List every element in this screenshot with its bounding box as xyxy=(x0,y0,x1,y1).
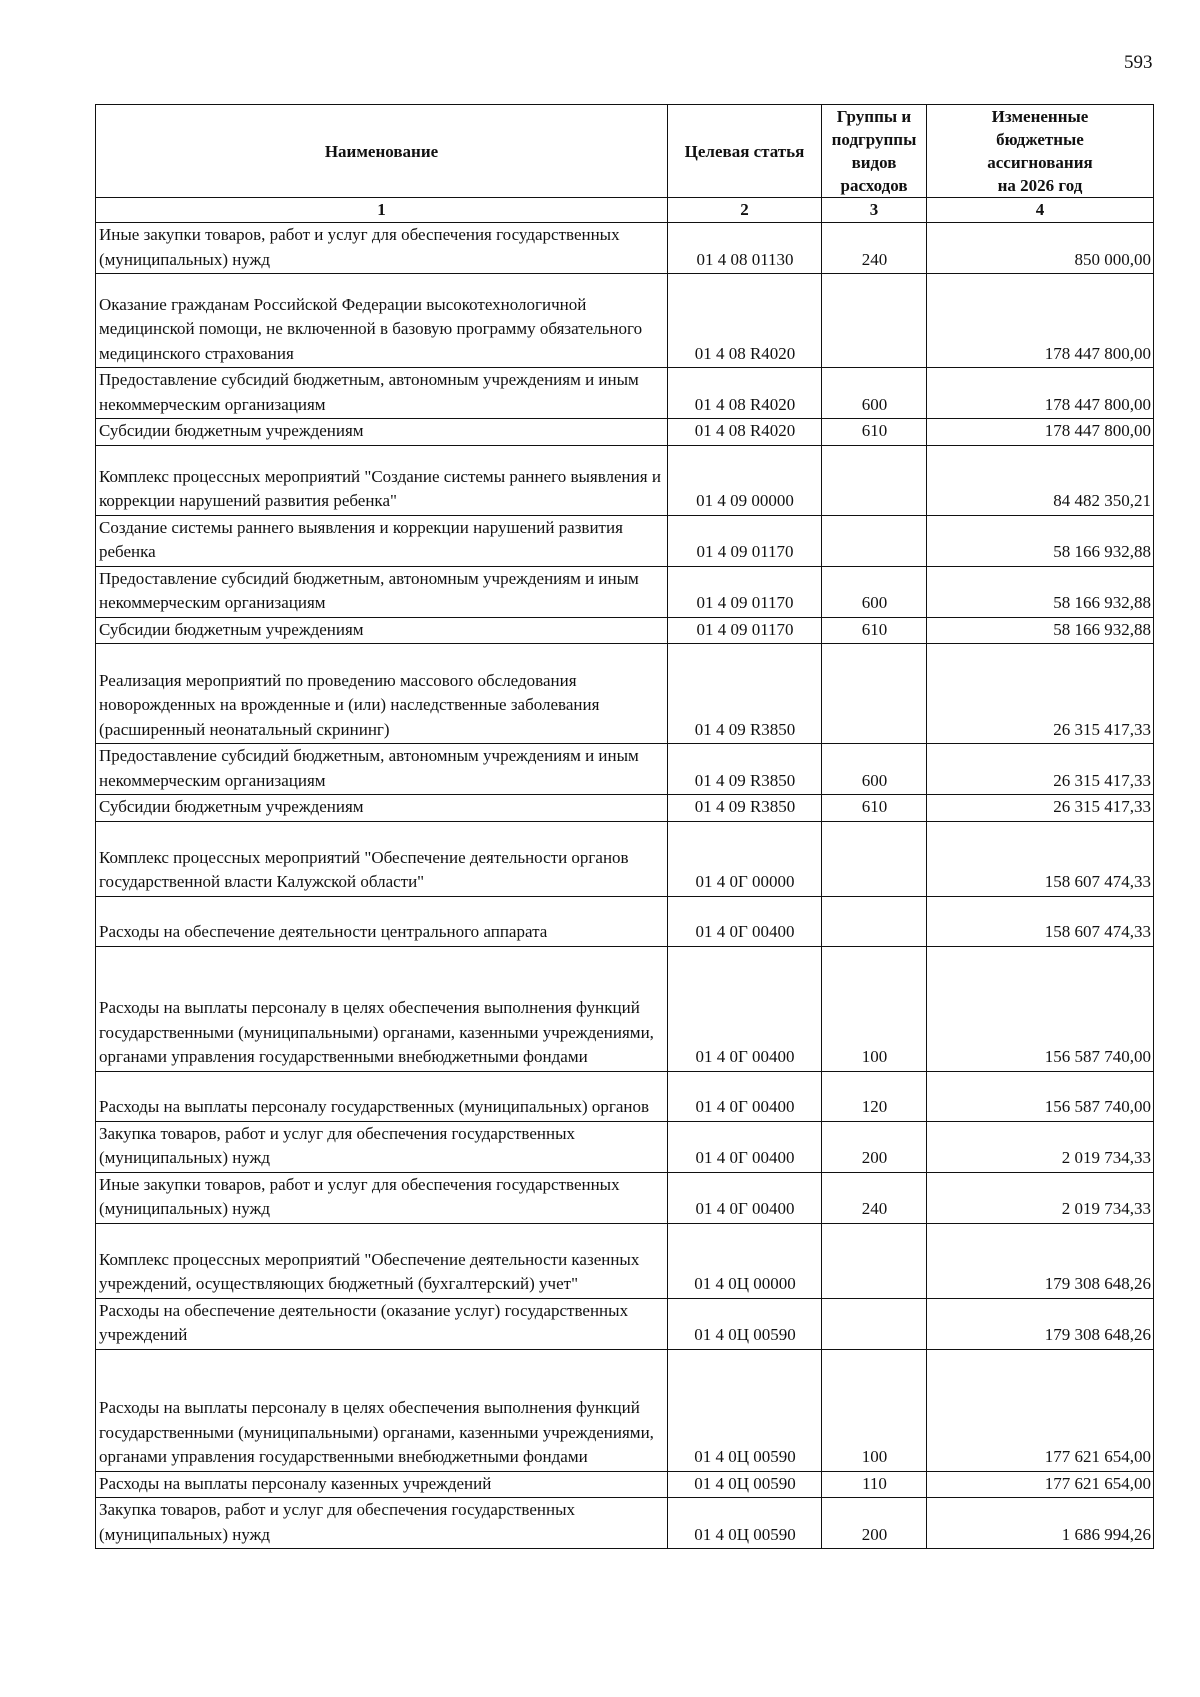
table-row xyxy=(96,1298,1154,1349)
row-group: 600 xyxy=(822,744,927,795)
row-amount: 178 447 800,00 xyxy=(927,274,1154,368)
table-row xyxy=(96,644,1154,744)
table-row xyxy=(96,946,1154,1071)
row-amount: 58 166 932,88 xyxy=(927,617,1154,644)
row-code: 01 4 0Г 00400 xyxy=(668,1071,822,1121)
row-name: Расходы на выплаты персоналу в целях обеспечения выполнения функций государственными (муниципальными) органами, казенными учреждениями, органами управления государственными внебюджетными фондами xyxy=(96,1349,668,1471)
row-amount: 156 587 740,00 xyxy=(927,1071,1154,1121)
row-amount: 26 315 417,33 xyxy=(927,644,1154,744)
row-amount: 178 447 800,00 xyxy=(927,368,1154,419)
table-row xyxy=(96,566,1154,617)
row-amount: 850 000,00 xyxy=(927,223,1154,274)
row-amount: 177 621 654,00 xyxy=(927,1471,1154,1498)
row-name: Предоставление субсидий бюджетным, автономным учреждениям и иным некоммерческим организациям xyxy=(96,368,668,419)
row-name: Иные закупки товаров, работ и услуг для обеспечения государственных (муниципальных) нужд xyxy=(96,1172,668,1223)
row-group xyxy=(822,821,927,896)
table-row xyxy=(96,1349,1154,1471)
row-code: 01 4 09 01170 xyxy=(668,566,822,617)
row-amount: 178 447 800,00 xyxy=(927,419,1154,446)
row-code: 01 4 08 01130 xyxy=(668,223,822,274)
row-name: Комплекс процессных мероприятий "Обеспечение деятельности органов государственной власти Калужской области" xyxy=(96,821,668,896)
column-number: 4 xyxy=(927,198,1154,223)
row-code: 01 4 09 R3850 xyxy=(668,795,822,822)
row-group: 600 xyxy=(822,566,927,617)
row-name: Субсидии бюджетным учреждениям xyxy=(96,795,668,822)
table-row xyxy=(96,1223,1154,1298)
row-name: Создание системы раннего выявления и коррекции нарушений развития ребенка xyxy=(96,515,668,566)
row-code: 01 4 0Ц 00000 xyxy=(668,1223,822,1298)
row-group xyxy=(822,515,927,566)
table-row xyxy=(96,368,1154,419)
row-name: Предоставление субсидий бюджетным, автономным учреждениям и иным некоммерческим организациям xyxy=(96,566,668,617)
table-row xyxy=(96,274,1154,368)
row-group: 600 xyxy=(822,368,927,419)
row-name: Расходы на обеспечение деятельности (оказание услуг) государственных учреждений xyxy=(96,1298,668,1349)
row-code: 01 4 09 R3850 xyxy=(668,644,822,744)
table-row xyxy=(96,223,1154,274)
header-groups: Группы и подгруппы видов расходов xyxy=(822,105,927,198)
row-code: 01 4 09 R3850 xyxy=(668,744,822,795)
row-name: Закупка товаров, работ и услуг для обеспечения государственных (муниципальных) нужд xyxy=(96,1121,668,1172)
header-target: Целевая статья xyxy=(668,105,822,198)
row-code: 01 4 0Г 00400 xyxy=(668,1172,822,1223)
row-amount: 177 621 654,00 xyxy=(927,1349,1154,1471)
column-number: 1 xyxy=(96,198,668,223)
row-name: Расходы на выплаты персоналу в целях обеспечения выполнения функций государственными (муниципальными) органами, казенными учреждениями, органами управления государственными внебюджетными фондами xyxy=(96,946,668,1071)
row-group: 610 xyxy=(822,617,927,644)
table-row xyxy=(96,1172,1154,1223)
row-group xyxy=(822,1298,927,1349)
row-amount: 58 166 932,88 xyxy=(927,515,1154,566)
row-name: Расходы на выплаты персоналу государственных (муниципальных) органов xyxy=(96,1071,668,1121)
header-name: Наименование xyxy=(96,105,668,198)
row-group: 120 xyxy=(822,1071,927,1121)
table-row xyxy=(96,445,1154,515)
table-row xyxy=(96,515,1154,566)
row-name: Субсидии бюджетным учреждениям xyxy=(96,419,668,446)
budget-table xyxy=(95,104,1154,1549)
row-code: 01 4 08 R4020 xyxy=(668,274,822,368)
row-amount: 156 587 740,00 xyxy=(927,946,1154,1071)
column-number: 3 xyxy=(822,198,927,223)
row-group xyxy=(822,1223,927,1298)
row-amount: 26 315 417,33 xyxy=(927,795,1154,822)
row-group: 200 xyxy=(822,1121,927,1172)
row-amount: 179 308 648,26 xyxy=(927,1223,1154,1298)
column-number-row xyxy=(96,198,1154,223)
table-row xyxy=(96,1498,1154,1549)
row-amount: 26 315 417,33 xyxy=(927,744,1154,795)
row-code: 01 4 0Г 00400 xyxy=(668,1121,822,1172)
table-row xyxy=(96,795,1154,822)
header-amount: Измененные бюджетные ассигнования на 2026 год xyxy=(927,105,1154,198)
row-code: 01 4 09 01170 xyxy=(668,515,822,566)
row-name: Реализация мероприятий по проведению массового обследования новорожденных на врожденные и (или) наследственные заболевания (расширенный неонатальный скрининг) xyxy=(96,644,668,744)
row-group xyxy=(822,274,927,368)
table-row xyxy=(96,821,1154,896)
row-code: 01 4 08 R4020 xyxy=(668,368,822,419)
table-row xyxy=(96,1121,1154,1172)
table-row xyxy=(96,744,1154,795)
row-code: 01 4 0Ц 00590 xyxy=(668,1349,822,1471)
row-name: Расходы на выплаты персоналу казенных учреждений xyxy=(96,1471,668,1498)
row-group: 240 xyxy=(822,223,927,274)
row-group xyxy=(822,445,927,515)
row-code: 01 4 0Г 00000 xyxy=(668,821,822,896)
row-group: 200 xyxy=(822,1498,927,1549)
row-group: 100 xyxy=(822,1349,927,1471)
row-group: 610 xyxy=(822,419,927,446)
row-name: Комплекс процессных мероприятий "Создание системы раннего выявления и коррекции нарушений развития ребенка" xyxy=(96,445,668,515)
table-row xyxy=(96,896,1154,946)
header-row xyxy=(96,105,1154,198)
table-row xyxy=(96,1471,1154,1498)
table-row xyxy=(96,1071,1154,1121)
row-name: Расходы на обеспечение деятельности центрального аппарата xyxy=(96,896,668,946)
row-amount: 84 482 350,21 xyxy=(927,445,1154,515)
row-group: 610 xyxy=(822,795,927,822)
row-group xyxy=(822,896,927,946)
row-name: Оказание гражданам Российской Федерации высокотехнологичной медицинской помощи, не включенной в базовую программу обязательного медицинского страхования xyxy=(96,274,668,368)
row-code: 01 4 0Г 00400 xyxy=(668,896,822,946)
row-name: Комплекс процессных мероприятий "Обеспечение деятельности казенных учреждений, осуществляющих бюджетный (бухгалтерский) учет" xyxy=(96,1223,668,1298)
table-row xyxy=(96,617,1154,644)
table-row xyxy=(96,419,1154,446)
row-amount: 179 308 648,26 xyxy=(927,1298,1154,1349)
row-group: 100 xyxy=(822,946,927,1071)
row-code: 01 4 0Г 00400 xyxy=(668,946,822,1071)
row-name: Закупка товаров, работ и услуг для обеспечения государственных (муниципальных) нужд xyxy=(96,1498,668,1549)
row-group: 240 xyxy=(822,1172,927,1223)
row-amount: 58 166 932,88 xyxy=(927,566,1154,617)
row-code: 01 4 0Ц 00590 xyxy=(668,1298,822,1349)
row-code: 01 4 0Ц 00590 xyxy=(668,1471,822,1498)
row-code: 01 4 0Ц 00590 xyxy=(668,1498,822,1549)
row-code: 01 4 09 00000 xyxy=(668,445,822,515)
row-group: 110 xyxy=(822,1471,927,1498)
row-amount: 158 607 474,33 xyxy=(927,821,1154,896)
row-amount: 2 019 734,33 xyxy=(927,1172,1154,1223)
row-name: Субсидии бюджетным учреждениям xyxy=(96,617,668,644)
row-name: Иные закупки товаров, работ и услуг для обеспечения государственных (муниципальных) нужд xyxy=(96,223,668,274)
row-code: 01 4 08 R4020 xyxy=(668,419,822,446)
row-name: Предоставление субсидий бюджетным, автономным учреждениям и иным некоммерческим организациям xyxy=(96,744,668,795)
row-amount: 1 686 994,26 xyxy=(927,1498,1154,1549)
row-group xyxy=(822,644,927,744)
row-amount: 2 019 734,33 xyxy=(927,1121,1154,1172)
row-amount: 158 607 474,33 xyxy=(927,896,1154,946)
page-number: 593 xyxy=(1124,52,1153,73)
column-number: 2 xyxy=(668,198,822,223)
row-code: 01 4 09 01170 xyxy=(668,617,822,644)
